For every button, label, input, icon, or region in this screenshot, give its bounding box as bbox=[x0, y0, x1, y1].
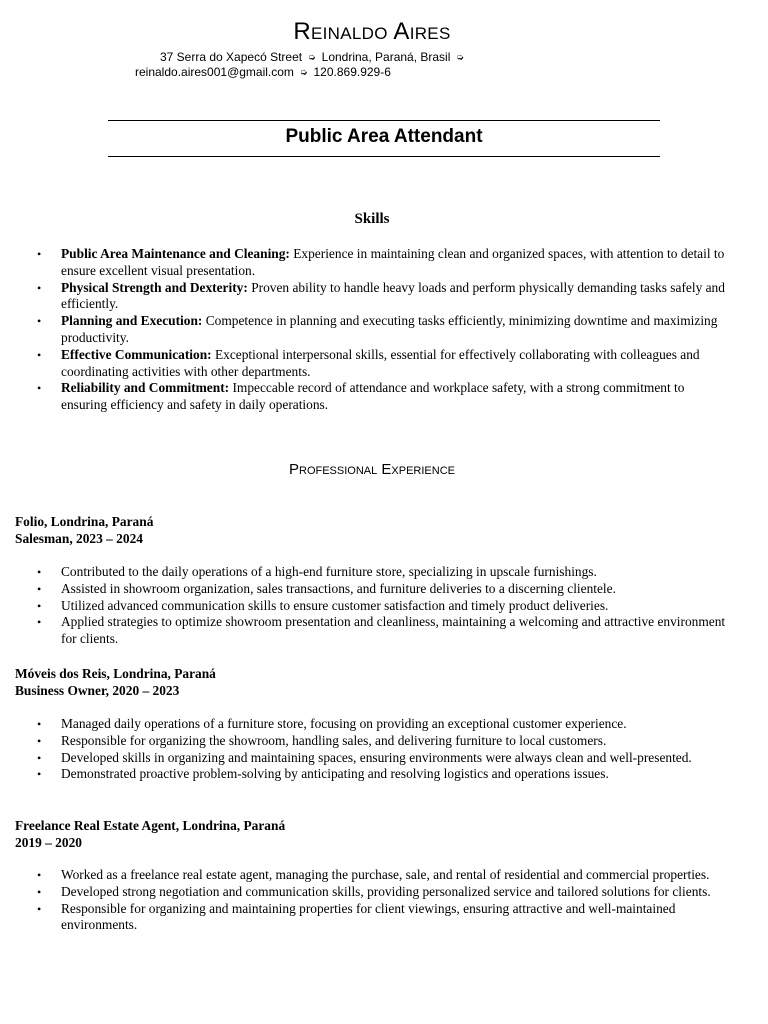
bullet-icon: • bbox=[37, 901, 42, 916]
skills-heading: Skills bbox=[354, 211, 390, 227]
skill-item bbox=[15, 347, 727, 381]
bullet-icon: • bbox=[37, 884, 42, 899]
job-bullet-item bbox=[15, 766, 727, 783]
bullet-icon: • bbox=[37, 581, 42, 596]
skill-description: Exceptional interpersonal skills, essential for effectively collaborating with colleagues and coordinating activities with other departments. bbox=[61, 346, 700, 379]
job-bullet-item bbox=[15, 884, 727, 901]
bullet-icon: • bbox=[37, 598, 42, 613]
skill-description: Proven ability to handle heavy loads and perform physically demanding tasks safely and efficiently. bbox=[61, 279, 725, 312]
arrow-right-bullet-icon: ➭ bbox=[299, 67, 308, 77]
job-bullet-item bbox=[15, 901, 727, 935]
bullet-icon: • bbox=[37, 280, 42, 295]
job-bullet-item bbox=[15, 581, 727, 598]
job-bullet-item bbox=[15, 716, 727, 733]
job-bullet-list bbox=[15, 716, 727, 783]
job-bullet-list bbox=[15, 867, 727, 934]
skill-item bbox=[15, 380, 727, 414]
job-bullet-text: Assisted in showroom organization, sales transactions, and furniture deliveries to a discerning clientele. bbox=[61, 580, 616, 596]
skill-item bbox=[15, 280, 727, 314]
job-company-line: Freelance Real Estate Agent, Londrina, Paraná bbox=[15, 818, 286, 833]
job-bullet-item bbox=[15, 614, 727, 648]
job-bullet-text: Worked as a freelance real estate agent, managing the purchase, sale, and rental of residential and commercial properties. bbox=[61, 867, 710, 882]
skill-item bbox=[15, 246, 727, 280]
job-bullet-list bbox=[15, 564, 727, 648]
bullet-icon: • bbox=[37, 347, 42, 362]
skill-title: Planning and Execution: bbox=[61, 313, 203, 329]
skill-title: Physical Strength and Dexterity: bbox=[61, 279, 248, 295]
job-company-line: Folio, Londrina, Paraná bbox=[15, 514, 154, 529]
job-bullet-item bbox=[15, 564, 727, 581]
bullet-icon: • bbox=[37, 750, 42, 765]
city-text: Londrina, Paraná, Brasil bbox=[321, 50, 451, 64]
bullet-icon: • bbox=[37, 381, 42, 396]
bullet-icon: • bbox=[37, 717, 42, 731]
experience-heading: Professional Experience bbox=[289, 461, 455, 478]
skill-title: Reliability and Commitment: bbox=[61, 380, 230, 396]
skill-description: Impeccable record of attendance and workplace safety, with a strong commitment to ensuring efficiency and safety in daily operations. bbox=[61, 380, 685, 413]
contact-line-email-phone bbox=[135, 65, 391, 79]
job-bullet-text: Demonstrated proactive problem-solving by anticipating and resolving logistics and operations issues. bbox=[61, 766, 609, 782]
target-job-title: Public Area Attendant bbox=[285, 126, 483, 147]
job-header bbox=[15, 665, 216, 699]
arrow-right-bullet-icon: ➭ bbox=[456, 52, 464, 62]
skill-title: Public Area Maintenance and Cleaning: bbox=[61, 246, 290, 261]
email-text: reinaldo.aires001@gmail.com bbox=[135, 65, 294, 79]
candidate-name: Reinaldo Aires bbox=[293, 18, 451, 45]
job-bullet-text: Contributed to the daily operations of a high-end furniture store, specializing in upscale furnishings. bbox=[61, 564, 597, 579]
skill-item bbox=[15, 313, 727, 347]
title-top-divider bbox=[108, 120, 660, 121]
job-role-line: Business Owner, 2020 – 2023 bbox=[15, 683, 180, 698]
bullet-icon: • bbox=[37, 314, 42, 329]
job-role-line: 2019 – 2020 bbox=[15, 835, 82, 850]
job-bullet-item bbox=[15, 733, 727, 750]
job-bullet-item bbox=[15, 750, 727, 767]
skill-title: Effective Communication: bbox=[61, 346, 212, 362]
skill-description: Competence in planning and executing tasks efficiently, minimizing downtime and maximizing productivity. bbox=[61, 313, 718, 345]
job-bullet-text: Responsible for organizing and maintaining properties for client viewings, ensuring attractive and well-maintained environments. bbox=[61, 900, 676, 933]
job-bullet-text: Utilized advanced communication skills to ensure customer satisfaction and timely product deliveries. bbox=[61, 597, 609, 613]
job-bullet-text: Developed skills in organizing and maintaining spaces, ensuring environments were always clean and well-presented. bbox=[61, 749, 692, 765]
bullet-icon: • bbox=[37, 767, 42, 782]
bullet-icon: • bbox=[37, 565, 42, 579]
bullet-icon: • bbox=[37, 615, 42, 630]
job-bullet-item bbox=[15, 867, 727, 884]
job-bullet-text: Applied strategies to optimize showroom presentation and cleanliness, maintaining a welcoming and attractive environment for clients. bbox=[61, 614, 726, 647]
job-header bbox=[15, 817, 285, 851]
skill-description: Experience in maintaining clean and organized spaces, with attention to detail to ensure excellent visual presentation. bbox=[61, 246, 725, 278]
job-header bbox=[15, 513, 153, 547]
skills-list bbox=[15, 246, 727, 414]
phone-text: 120.869.929-6 bbox=[313, 65, 391, 79]
job-company-line: Móveis dos Reis, Londrina, Paraná bbox=[15, 666, 216, 681]
address-text: 37 Serra do Xapecó Street bbox=[160, 50, 303, 64]
job-role-line: Salesman, 2023 – 2024 bbox=[15, 531, 143, 546]
bullet-icon: • bbox=[37, 733, 42, 748]
job-bullet-item bbox=[15, 598, 727, 615]
job-bullet-text: Developed strong negotiation and communication skills, providing personalized service and tailored solutions for clients. bbox=[61, 883, 711, 899]
contact-line-address bbox=[160, 50, 470, 64]
job-bullet-text: Managed daily operations of a furniture store, focusing on providing an exceptional customer experience. bbox=[61, 716, 627, 731]
job-bullet-text: Responsible for organizing the showroom, handling sales, and delivering furniture to local customers. bbox=[61, 732, 607, 748]
bullet-icon: • bbox=[37, 247, 42, 261]
bullet-icon: • bbox=[37, 868, 42, 882]
title-bottom-divider bbox=[108, 156, 660, 157]
arrow-right-bullet-icon: ➭ bbox=[308, 52, 316, 62]
